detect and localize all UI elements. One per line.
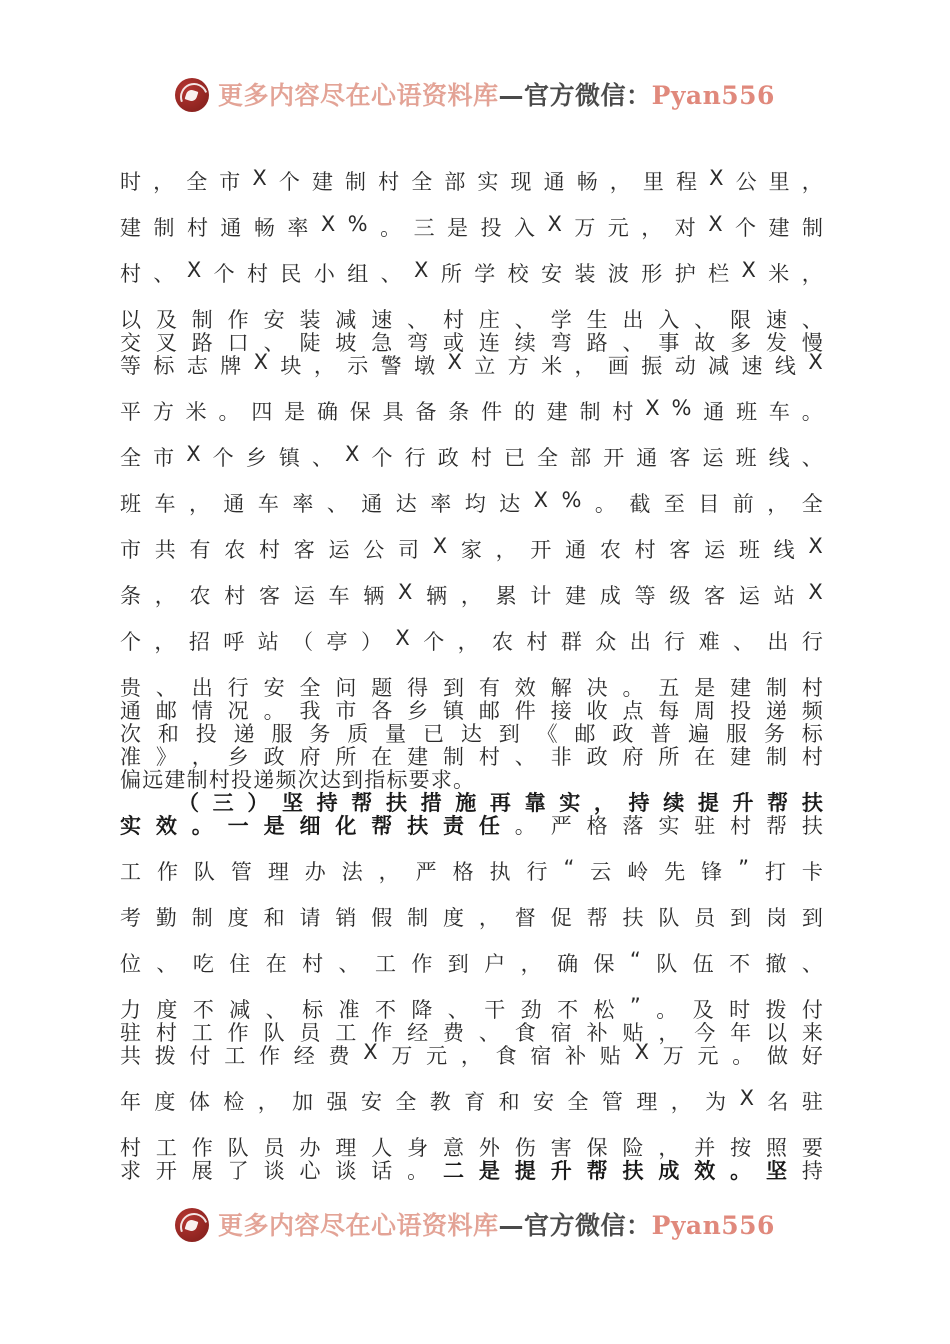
watermark-prefix: 更多内容尽在心语资料库: [218, 80, 499, 110]
document-line: 时 ， 全 市 X 个 建 制 村 全 部 实 现 通 畅 ， 里 程 X 公 里 ，: [120, 166, 823, 194]
footer-watermark-text: [218, 1210, 775, 1240]
document-line: 建 制 村 通 畅 率 X % 。 三 是 投 入 X 万 元 ， 对 X 个 建 制: [120, 212, 823, 240]
document-line: 平 方 米 。 四 是 确 保 具 备 条 件 的 建 制 村 X % 通 班 车 。: [120, 396, 823, 424]
document-line: 市 共 有 农 村 客 运 公 司 X 家 ， 开 通 农 村 客 运 班 线 X: [120, 534, 823, 562]
document-line: 个 ， 招 呼 站 （ 亭 ） X 个 ， 农 村 群 众 出 行 难 、 出 行: [120, 626, 823, 654]
para-support: [120, 787, 823, 1183]
document-line: 偏远建制村投递频次达到指标要求。: [120, 768, 476, 792]
document-line: 以 及 制 作 安 装 减 速 、 村 庄 、 学 生 出 入 、 限 速 、: [120, 308, 823, 332]
document-line: 共 拨 付 工 作 经 费 X 万 元 ， 食 宿 补 贴 X 万 元 。 做 好: [120, 1040, 823, 1068]
watermark-prefix: 更多内容尽在心语资料库: [218, 1210, 499, 1240]
header-watermark-text: [218, 80, 775, 110]
document-line: 通 邮 情 况 。 我 市 各 乡 镇 邮 件 接 收 点 每 周 投 递 频: [120, 699, 823, 723]
document-line: 准 》 ， 乡 政 府 所 在 建 制 村 、 非 政 府 所 在 建 制 村: [120, 745, 823, 769]
header-watermark: [0, 78, 950, 112]
document-line: 工 作 队 管 理 办 法 ， 严 格 执 行 “ 云 岭 先 锋 ” 打 卡: [120, 856, 823, 884]
para-transport: [120, 166, 823, 792]
document-body: [120, 166, 823, 1183]
document-line: 次 和 投 递 服 务 质 量 已 达 到 《 邮 政 普 遍 服 务 标: [120, 722, 823, 746]
document-line: 村 工 作 队 员 办 理 人 身 意 外 伤 害 保 险 ， 并 按 照 要: [120, 1136, 823, 1160]
document-line: 条 ， 农 村 客 运 车 辆 X 辆 ， 累 计 建 成 等 级 客 运 站 X: [120, 580, 823, 608]
watermark-label: 官方微信：: [524, 1210, 652, 1240]
document-line: 年 度 体 检 ， 加 强 安 全 教 育 和 安 全 管 理 ， 为 X 名 驻: [120, 1086, 823, 1114]
document-line: 考 勤 制 度 和 请 销 假 制 度 ， 督 促 帮 扶 队 员 到 岗 到: [120, 906, 823, 930]
document-line: 驻 村 工 作 队 员 工 作 经 费 、 食 宿 补 贴 ， 今 年 以 来: [120, 1021, 823, 1045]
document-line: 位 、 吃 住 在 村 、 工 作 到 户 ， 确 保 “ 队 伍 不 撤 、: [120, 948, 823, 976]
watermark-dash: —: [498, 80, 525, 110]
document-line: 贵 、 出 行 安 全 问 题 得 到 有 效 解 决 。 五 是 建 制 村: [120, 676, 823, 700]
document-line: 力 度 不 减 、 标 准 不 降 、 干 劲 不 松 ” 。 及 时 拨 付: [120, 994, 823, 1022]
document-line: 等 标 志 牌 X 块 ， 示 警 墩 X 立 方 米 ， 画 振 动 减 速 线 X: [120, 350, 823, 378]
watermark-dash: —: [498, 1210, 525, 1240]
document-line: 交 叉 路 口 、 陡 坡 急 弯 或 连 续 弯 路 、 事 故 多 发 慢: [120, 331, 823, 355]
document-line: 全 市 X 个 乡 镇 、 X 个 行 政 村 已 全 部 开 通 客 运 班 线 、: [120, 442, 823, 470]
watermark-label: 官方微信：: [524, 80, 652, 110]
watermark-handle: Pyan556: [651, 80, 775, 110]
document-line: 求 开 展 了 谈 心 谈 话 。 二 是 提 升 帮 扶 成 效 。 坚 持: [120, 1159, 823, 1183]
watermark-handle: Pyan556: [651, 1210, 775, 1240]
document-line: 班 车 ， 通 车 率 、 通 达 率 均 达 X % 。 截 至 目 前 ， 全: [120, 488, 823, 516]
footer-watermark: [0, 1208, 950, 1242]
document-line: （ 三 ） 坚 持 帮 扶 措 施 再 靠 实 ， 持 续 提 升 帮 扶: [178, 791, 823, 815]
document-line: 村 、 X 个 村 民 小 组 、 X 所 学 校 安 装 波 形 护 栏 X 米 ，: [120, 258, 823, 286]
document-line: 实 效 。 一 是 细 化 帮 扶 责 任 。 严 格 落 实 驻 村 帮 扶: [120, 814, 823, 838]
fish-circle-logo-icon: [175, 78, 209, 112]
fish-circle-logo-icon: [175, 1208, 209, 1242]
